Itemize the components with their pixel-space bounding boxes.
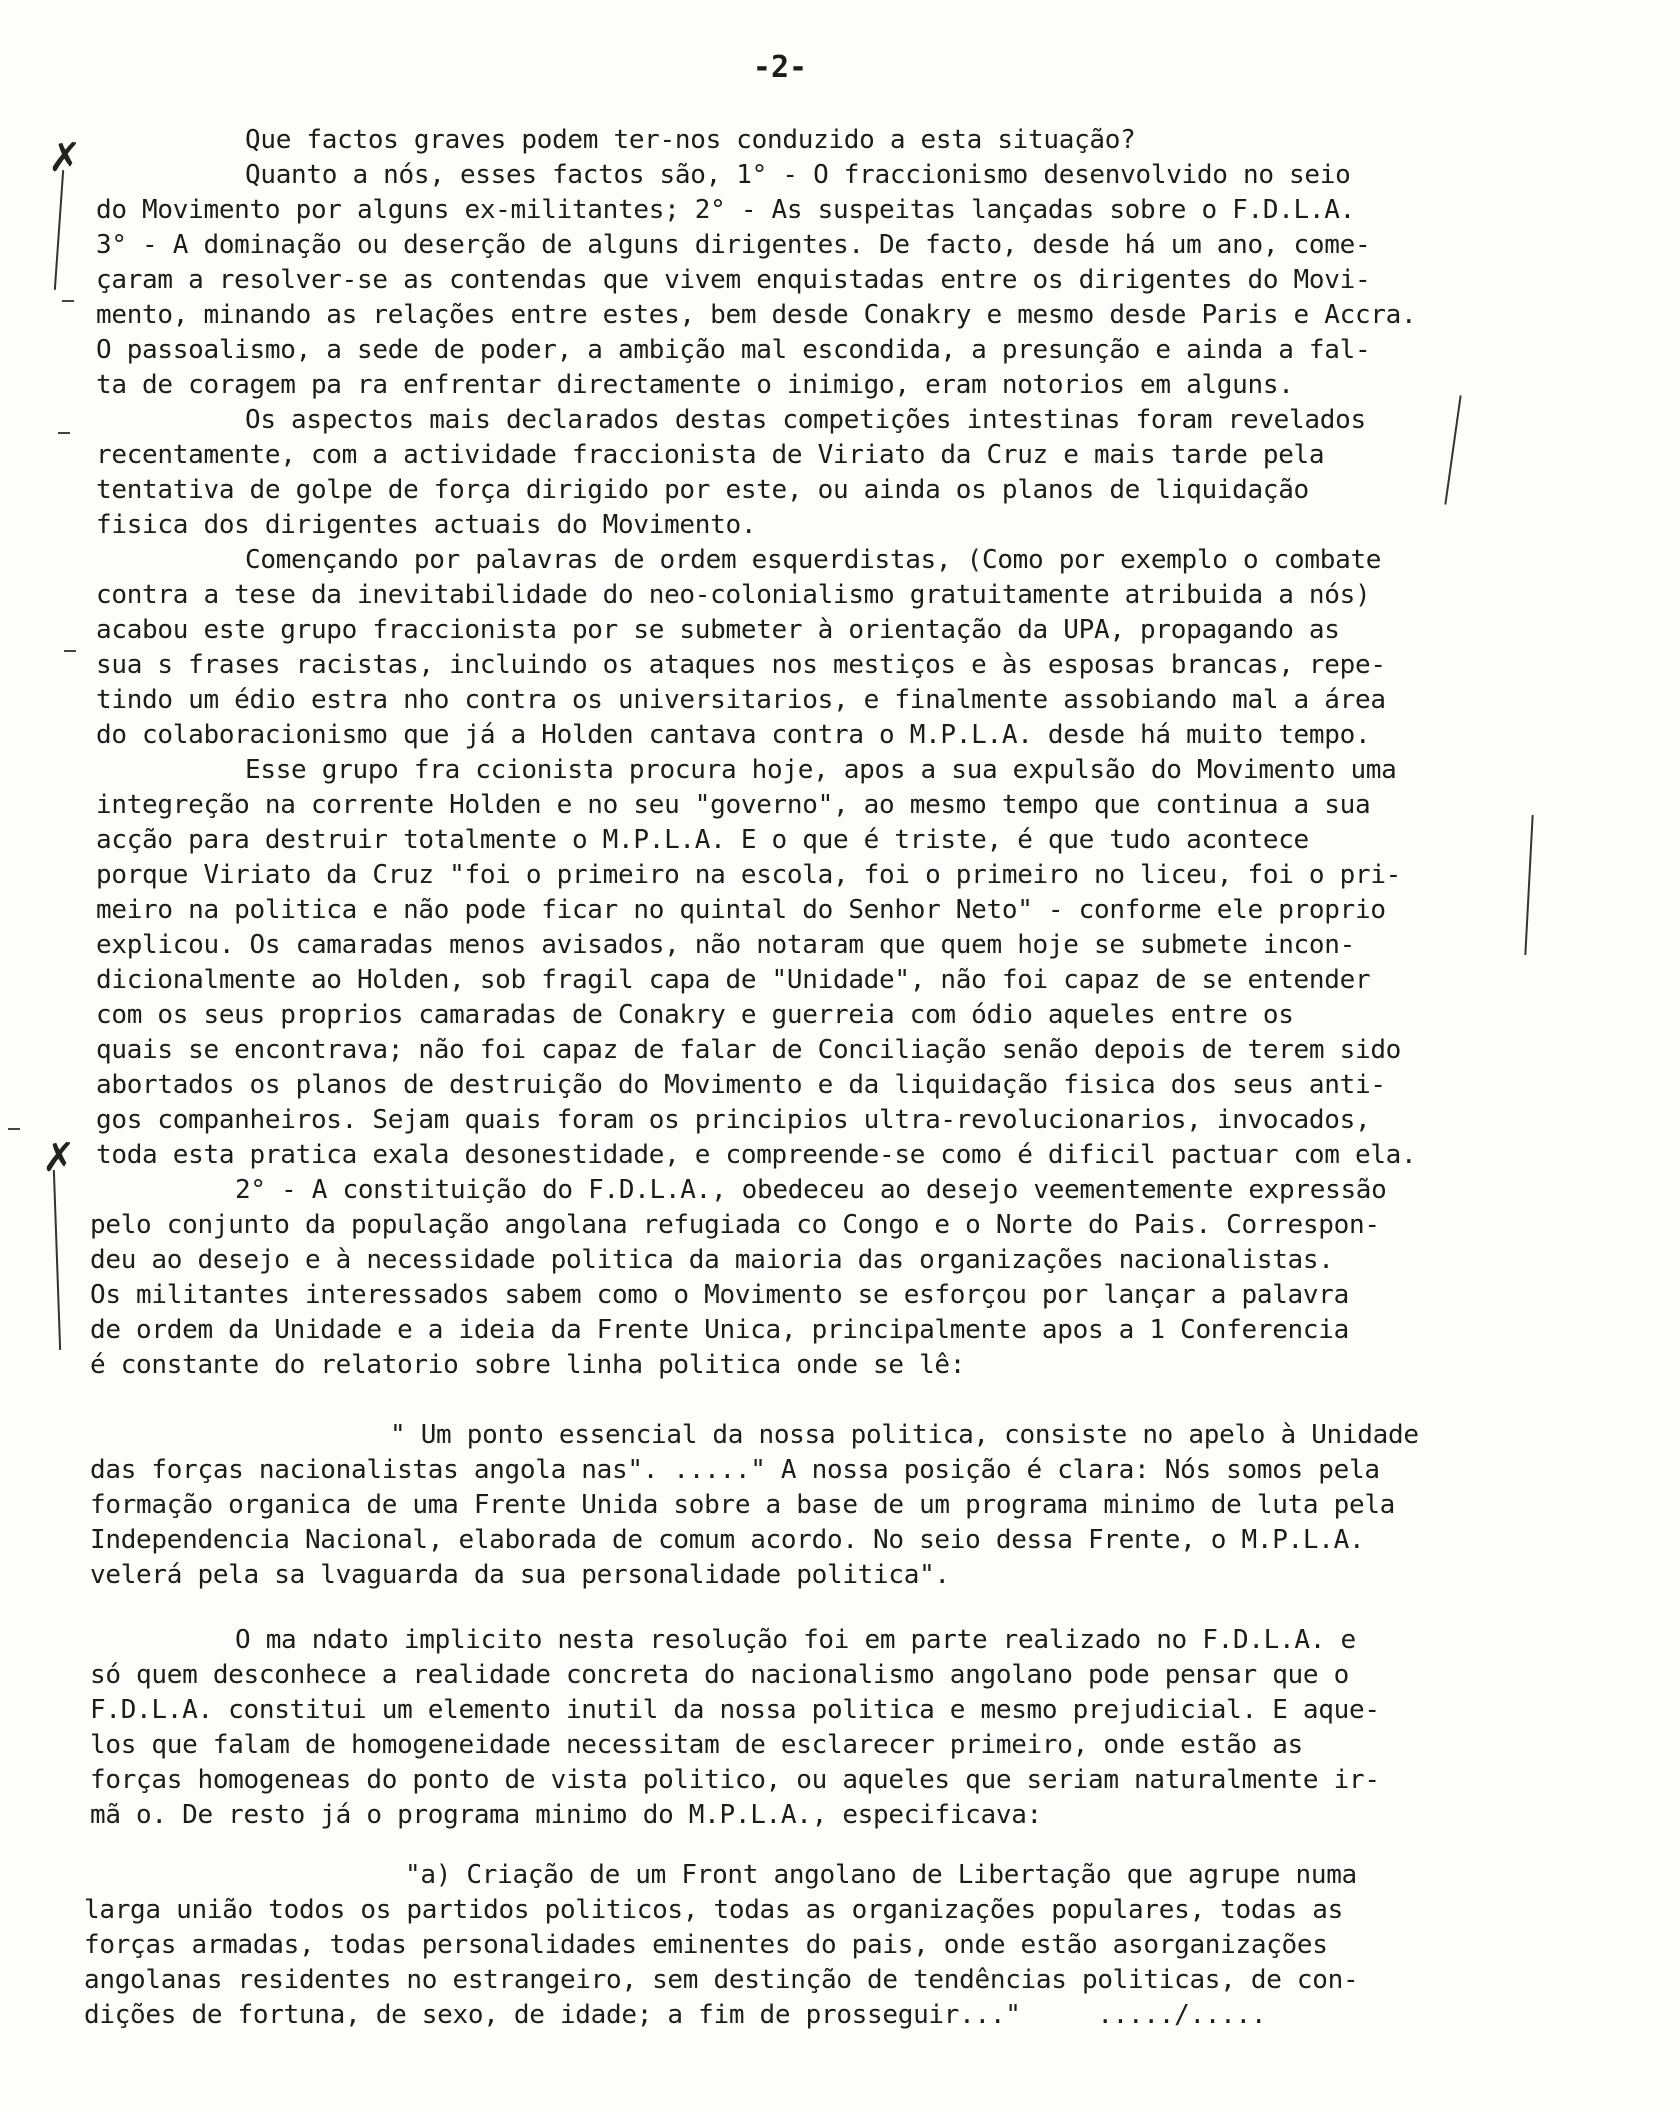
text-line: los que falam de homogeneidade necessitam de esclarecer primeiro, onde estão as [90, 1730, 1303, 1760]
margin-line-middle [53, 1170, 61, 1350]
text-line: 2° - A constituição do F.D.L.A., obedeceu ao desejo veementemente expressão [235, 1175, 1387, 1205]
text-line: acabou este grupo fraccionista por se submeter à orientação da UPA, propagando as [96, 615, 1340, 645]
text-line: integreção na corrente Holden e no seu "governo", ao mesmo tempo que continua a sua [96, 790, 1371, 820]
text-line: Os militantes interessados sabem como o Movimento se esforçou por lançar a palavra [90, 1280, 1349, 1310]
margin-x-mark-middle: ✗ [42, 1135, 76, 1181]
margin-dash-3 [64, 650, 76, 652]
text-line: velerá pela sa lvaguarda da sua personalidade politica". [90, 1560, 950, 1590]
text-line: porque Viriato da Cruz "foi o primeiro na escola, foi o primeiro no liceu, foi o pri- [96, 860, 1402, 890]
text-line: forças armadas, todas personalidades eminentes do pais, onde estão asorganizações [84, 1930, 1328, 1960]
text-line: fisica dos dirigentes actuais do Movimento. [96, 510, 757, 540]
text-line: larga união todos os partidos politicos, todas as organizações populares, todas as [84, 1895, 1343, 1925]
text-line: deu ao desejo e à necessidade politica da maioria das organizações nacionalistas. [90, 1245, 1334, 1275]
text-line: Començando por palavras de ordem esquerdistas, (Como por exemplo o combate [245, 545, 1382, 575]
text-line: do colaboracionismo que já a Holden cantava contra o M.P.L.A. desde há muito tempo. [96, 720, 1371, 750]
margin-dash-4 [8, 1128, 20, 1130]
text-line: com os seus proprios camaradas de Conakry e guerreia com ódio aqueles entre os [96, 1000, 1294, 1030]
text-line: ta de coragem pa ra enfrentar directamente o inimigo, eram notorios em alguns. [96, 370, 1294, 400]
text-line: gos companheiros. Sejam quais foram os principios ultra-revolucionarios, invocados, [96, 1105, 1371, 1135]
text-line: Independencia Nacional, elaborada de comum acordo. No seio dessa Frente, o M.P.L.A. [90, 1525, 1365, 1555]
text-line: do Movimento por alguns ex-militantes; 2° - As suspeitas lançadas sobre o F.D.L.A. [96, 195, 1355, 225]
text-line: "a) Criação de um Front angolano de Libertação que agrupe numa [405, 1860, 1357, 1890]
text-line: 3° - A dominação ou deserção de alguns dirigentes. De facto, desde há um ano, come- [96, 230, 1371, 260]
text-line: é constante do relatorio sobre linha politica onde se lê: [90, 1350, 966, 1380]
text-line: O ma ndato implicito nesta resolução foi em parte realizado no F.D.L.A. e [235, 1625, 1356, 1655]
text-line: contra a tese da inevitabilidade do neo-colonialismo gratuitamente atribuida a nós) [96, 580, 1371, 610]
text-line: dições de fortuna, de sexo, de idade; a fim de prosseguir..." ...../..... [84, 2000, 1267, 2030]
text-line: Que factos graves podem ter-nos conduzido a esta situação? [245, 125, 1136, 155]
text-line: forças homogeneas do ponto de vista politico, ou aqueles que seriam naturalmente ir- [90, 1765, 1380, 1795]
text-line: só quem desconhece a realidade concreta do nacionalismo angolano pode pensar que o [90, 1660, 1349, 1690]
margin-line-right-top [1444, 395, 1461, 504]
text-line: sua s frases racistas, incluindo os ataques nos mestiços e às esposas brancas, repe- [96, 650, 1386, 680]
text-line: O passoalismo, a sede de poder, a ambição mal escondida, a presunção e ainda a fal- [96, 335, 1371, 365]
margin-line-right-middle [1524, 815, 1533, 955]
text-line: das forças nacionalistas angola nas". ....." A nossa posição é clara: Nós somos pela [90, 1455, 1380, 1485]
text-line: F.D.L.A. constitui um elemento inutil da nossa politica e mesmo prejudicial. E aque- [90, 1695, 1380, 1725]
text-line: explicou. Os camaradas menos avisados, não notaram que quem hoje se submete incon- [96, 930, 1355, 960]
text-line: quais se encontrava; não foi capaz de falar de Conciliação senão depois de terem sido [96, 1035, 1402, 1065]
text-line: abortados os planos de destruição do Movimento e da liquidação fisica dos seus anti- [96, 1070, 1386, 1100]
page-number: -2- [752, 50, 808, 85]
text-line: " Um ponto essencial da nossa politica, consiste no apelo à Unidade [390, 1420, 1419, 1450]
margin-dash-1 [62, 300, 74, 302]
text-line: acção para destruir totalmente o M.P.L.A. E o que é triste, é que tudo acontece [96, 825, 1309, 855]
text-line: meiro na politica e não pode ficar no quintal do Senhor Neto" - conforme ele proprio [96, 895, 1386, 925]
text-line: Quanto a nós, esses factos são, 1° - O fraccionismo desenvolvido no seio [245, 160, 1351, 190]
text-line: formação organica de uma Frente Unida sobre a base de um programa minimo de luta pela [90, 1490, 1396, 1520]
text-line: tentativa de golpe de força dirigido por este, ou ainda os planos de liquidação [96, 475, 1309, 505]
text-line: Esse grupo fra ccionista procura hoje, apos a sua expulsão do Movimento uma [245, 755, 1397, 785]
text-line: çaram a resolver-se as contendas que vivem enquistadas entre os dirigentes do Movi- [96, 265, 1371, 295]
text-line: pelo conjunto da população angolana refugiada co Congo e o Norte do Pais. Correspon- [90, 1210, 1380, 1240]
text-line: mã o. De resto já o programa minimo do M.P.L.A., especificava: [90, 1800, 1042, 1830]
margin-line-top [54, 170, 64, 290]
text-line: Os aspectos mais declarados destas competições intestinas foram revelados [245, 405, 1366, 435]
text-line: recentamente, com a actividade fraccionista de Viriato da Cruz e mais tarde pela [96, 440, 1325, 470]
text-line: mento, minando as relações entre estes, bem desde Conakry e mesmo desde Paris e Accra. [96, 300, 1417, 330]
text-line: dicionalmente ao Holden, sob fragil capa de "Unidade", não foi capaz de se entender [96, 965, 1371, 995]
text-line: de ordem da Unidade e a ideia da Frente Unica, principalmente apos a 1 Conferencia [90, 1315, 1349, 1345]
text-line: tindo um édio estra nho contra os universitarios, e finalmente assobiando mal a área [96, 685, 1386, 715]
text-line: angolanas residentes no estrangeiro, sem destinção de tendências politicas, de con- [84, 1965, 1359, 1995]
text-line: toda esta pratica exala desonestidade, e compreende-se como é dificil pactuar com ela. [96, 1140, 1417, 1170]
margin-x-mark-top: ✗ [48, 135, 82, 181]
margin-dash-2 [58, 432, 70, 434]
